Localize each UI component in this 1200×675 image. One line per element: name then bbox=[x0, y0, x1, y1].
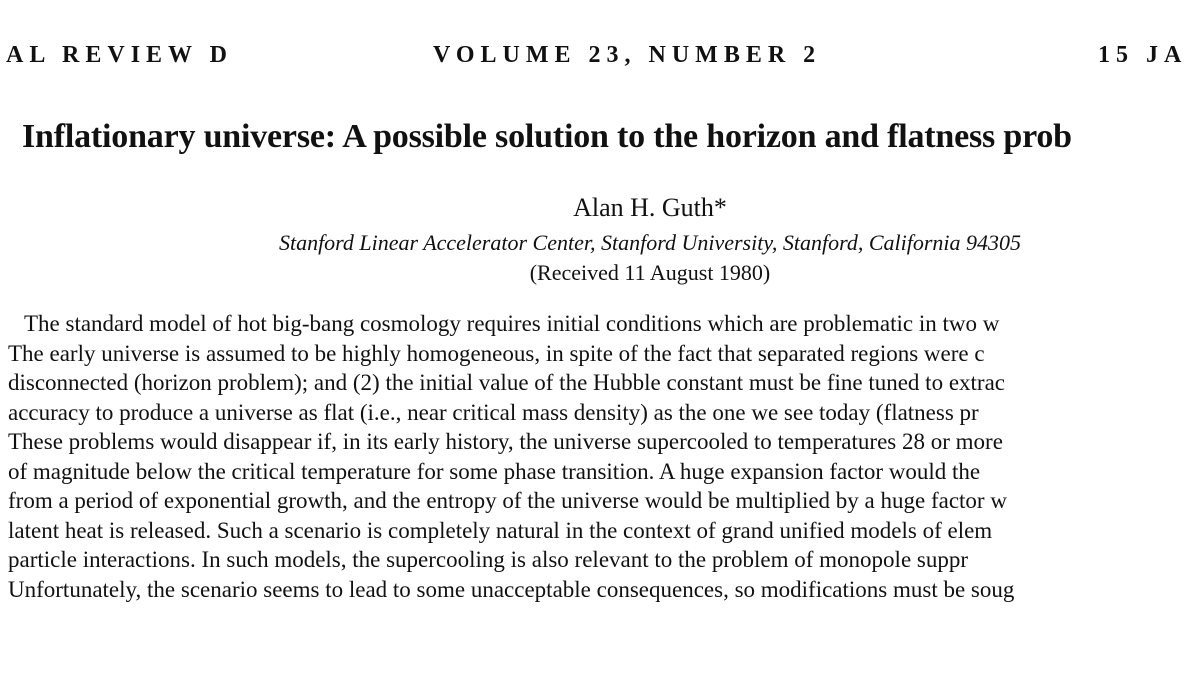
abstract-line: of magnitude below the critical temperature for some phase transition. A huge expansion factor would the bbox=[8, 458, 981, 484]
abstract-line: latent heat is released. Such a scenario is completely natural in the context of grand unified models of elem bbox=[8, 517, 993, 543]
abstract-line: from a period of exponential growth, and the entropy of the universe would be multiplied by a huge factor w bbox=[8, 488, 1007, 513]
journal-header bbox=[0, 42, 1200, 74]
abstract-line: disconnected (horizon problem); and (2) the initial value of the Hubble constant must be fine tuned to extrac bbox=[8, 370, 1005, 395]
abstract-line: accuracy to produce a universe as flat (i.e., near critical mass density) as the one we see today (flatness pr bbox=[8, 399, 979, 425]
author-name: Alan H. Guth* bbox=[573, 193, 727, 222]
abstract bbox=[8, 309, 1200, 604]
author-affiliation: Stanford Linear Accelerator Center, Stanford University, Stanford, California 94305 bbox=[278, 230, 1022, 255]
abstract-line: The standard model of hot big-bang cosmology requires initial conditions which are problematic in two w bbox=[24, 311, 1000, 336]
abstract-line: These problems would disappear if, in its early history, the universe supercooled to temperatures 28 or more bbox=[8, 429, 1003, 454]
abstract-line: Unfortunately, the scenario seems to lead to some unacceptable consequences, so modifications must be soug bbox=[8, 576, 1015, 602]
volume-number: VOLUME 23, NUMBER 2 bbox=[433, 42, 822, 68]
journal-name: AL REVIEW D bbox=[6, 42, 233, 68]
received-date: (Received 11 August 1980) bbox=[529, 260, 771, 285]
paper-title: Inflationary universe: A possible solution to the horizon and flatness prob bbox=[22, 118, 1072, 155]
abstract-line: The early universe is assumed to be highly homogeneous, in spite of the fact that separated regions were c bbox=[8, 340, 985, 366]
abstract-line: particle interactions. In such models, the supercooling is also relevant to the problem of monopole suppr bbox=[8, 547, 969, 572]
issue-date: 15 JA bbox=[1098, 42, 1188, 68]
